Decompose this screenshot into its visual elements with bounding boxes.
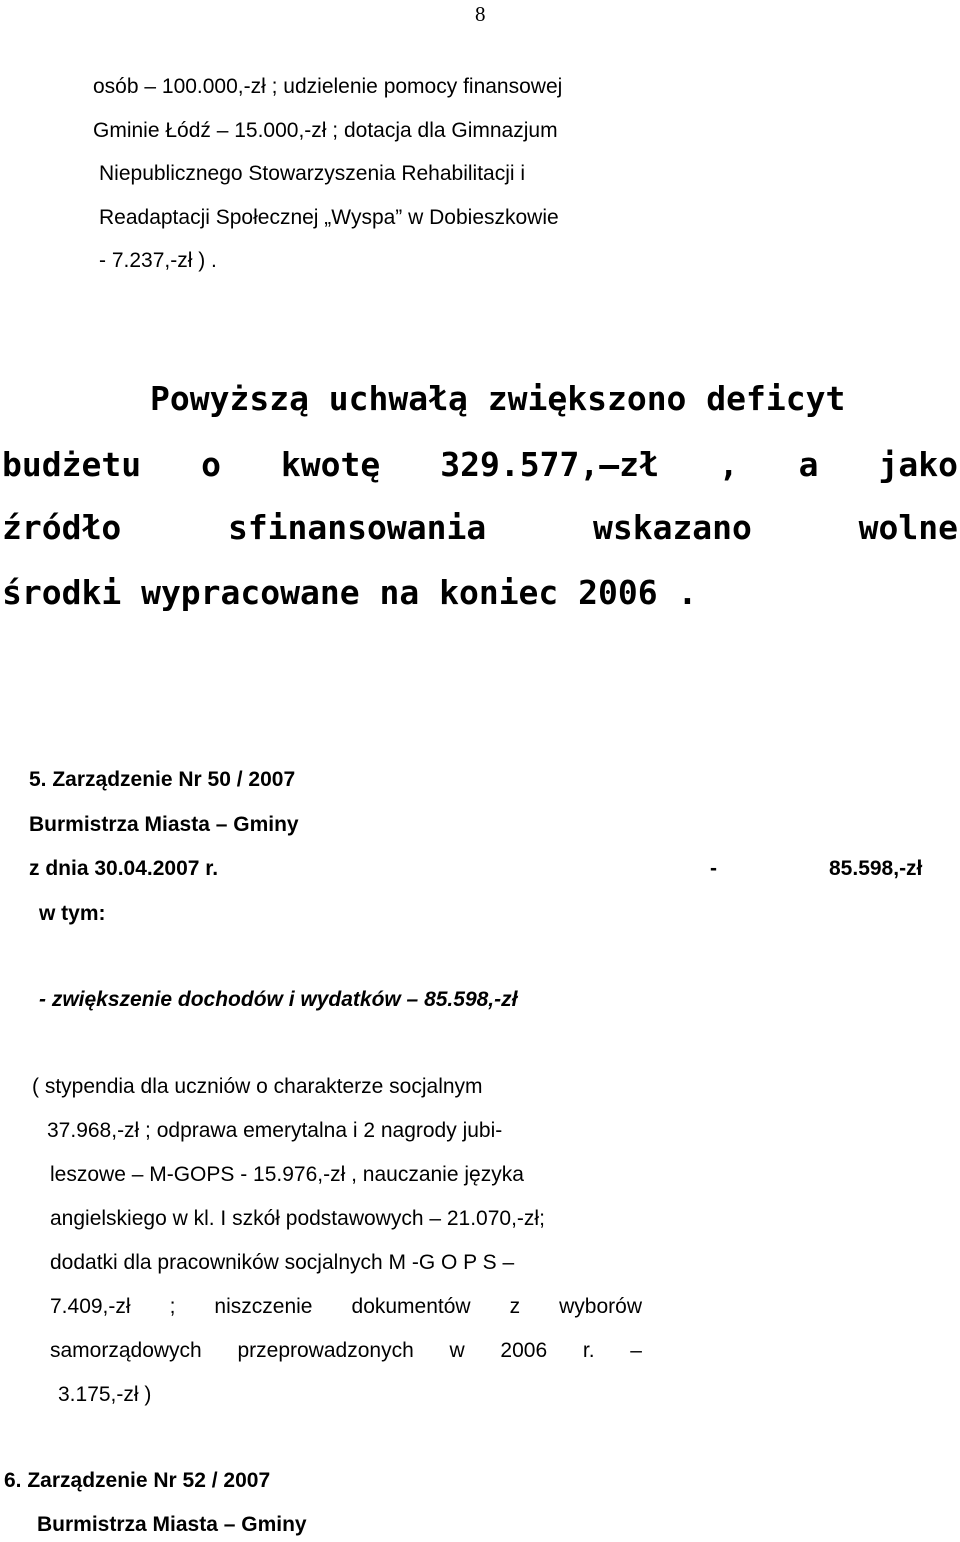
intro-line: Gminie Łódź – 15.000,-zł ; dotacja dla Gimnazjum [93,119,558,142]
detail-line: leszowe – M-GOPS - 15.976,-zł , nauczanie języka [50,1163,524,1186]
detail-line: 7.409,-zł ; niszczenie dokumentów z wyborów [50,1295,642,1318]
section-5-title: 5. Zarządzenie Nr 50 / 2007 [29,768,296,791]
detail-line: 3.175,-zł ) [58,1383,152,1406]
detail-line: samorządowych przeprowadzonych w 2006 r. – [50,1339,642,1362]
detail-line: 37.968,-zł ; odprawa emerytalna i 2 nagrody jubi- [47,1119,503,1142]
page-number: 8 [475,2,486,26]
section-5-dash: - [710,857,717,880]
section-6-issuer: Burmistrza Miasta – Gminy [37,1513,307,1536]
deficit-line: budżetu o kwotę 329.577,–zł , a jako [2,445,958,484]
section-5-amount: 85.598,-zł [829,857,923,880]
intro-line: - 7.237,-zł ) . [99,249,217,272]
section-5-change: - zwiększenie dochodów i wydatków – 85.598,-zł [39,988,518,1011]
intro-line: Readaptacji Społecznej „Wyspa” w Dobieszkowie [99,206,559,229]
section-5-w-tym: w tym: [39,902,106,925]
section-6-title: 6. Zarządzenie Nr 52 / 2007 [4,1469,271,1492]
section-5-issuer: Burmistrza Miasta – Gminy [29,813,299,836]
intro-line: Niepublicznego Stowarzyszenia Rehabilitacji i [99,162,526,185]
section-5-date: z dnia 30.04.2007 r. [29,857,219,880]
deficit-line: źródło sfinansowania wskazano wolne [2,508,958,547]
intro-line: osób – 100.000,-zł ; udzielenie pomocy finansowej [93,75,563,98]
detail-line: ( stypendia dla uczniów o charakterze socjalnym [32,1075,483,1098]
detail-line: dodatki dla pracowników socjalnych M -G O P S – [50,1251,515,1274]
detail-line: angielskiego w kl. I szkół podstawowych – 21.070,-zł; [50,1207,545,1230]
deficit-line: Powyższą uchwałą zwiększono deficyt [150,379,846,418]
deficit-line: środki wypracowane na koniec 2006 . [2,573,698,612]
